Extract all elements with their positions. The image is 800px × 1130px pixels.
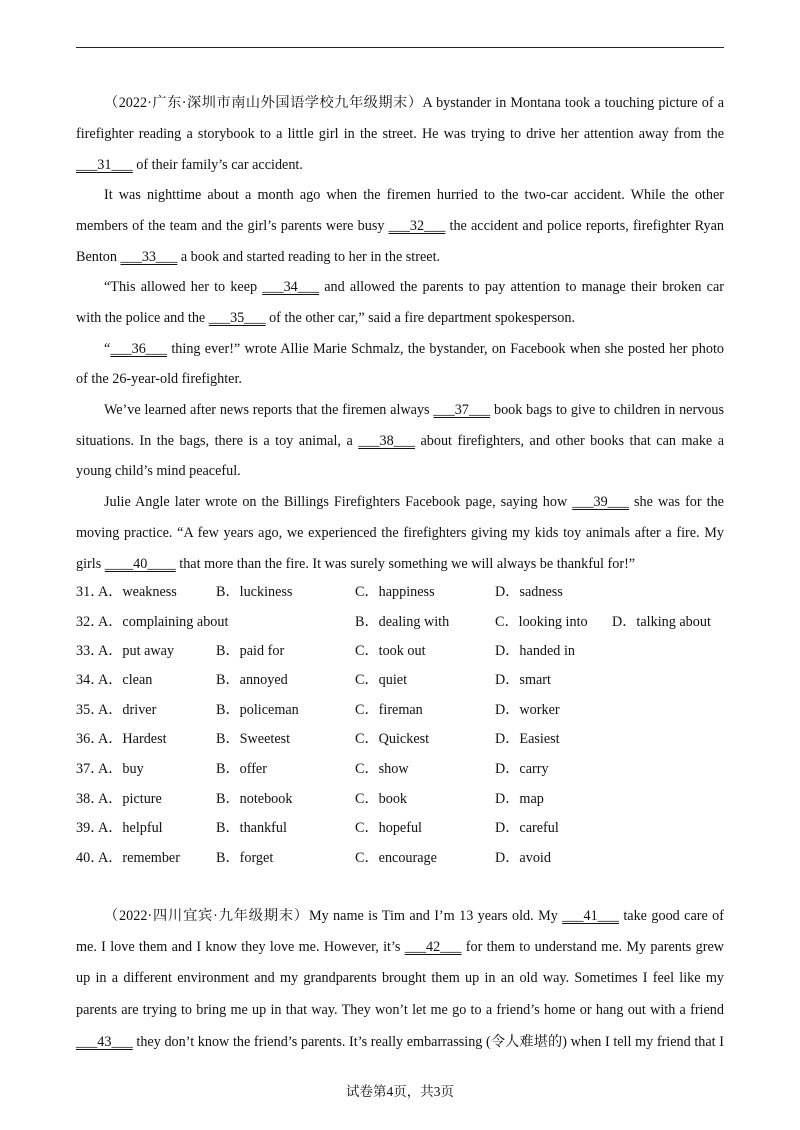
passage-line	[104, 907, 724, 925]
option-choice: B．paid for	[216, 643, 285, 659]
passage-line	[76, 524, 724, 542]
line-text: she was for the	[628, 494, 724, 510]
question-number: 36．	[76, 731, 105, 747]
answer-blank: ___38___	[358, 433, 415, 449]
line-text: moving practice. “A few years ago, we experienced the firefighters giving my kids toy animals after a fire. My	[76, 525, 724, 541]
option-choice: A．helpful	[98, 820, 163, 836]
line-text: with the police and the	[76, 310, 209, 326]
option-choice: D．worker	[495, 702, 560, 718]
option-choice: D．carry	[495, 761, 549, 777]
line-text: book bags to give to children in nervous	[490, 402, 724, 418]
answer-blank: ___32___	[388, 218, 446, 234]
answer-blank: ___33___	[120, 249, 178, 265]
line-text: the accident and police reports, firefighter Ryan	[445, 218, 724, 234]
question-number: 35．	[76, 702, 105, 718]
option-row	[76, 760, 724, 778]
option-row	[76, 849, 724, 867]
option-choice: A．put away	[98, 643, 175, 659]
option-choice: B．policeman	[216, 702, 299, 718]
option-choice: A．remember	[98, 850, 180, 866]
line-text: parents are trying to bring me up in that way. They won’t let me go to a friend’s home or hang out with a friend	[76, 1002, 724, 1018]
answer-blank: ___34___	[262, 279, 320, 295]
option-choice: D．talking about	[612, 614, 711, 630]
answer-blank: ___43___	[76, 1034, 133, 1050]
passage-line	[76, 432, 724, 450]
line-text: young child’s mind peaceful.	[76, 463, 241, 479]
passage-line	[104, 401, 724, 419]
option-choice: C．show	[355, 761, 409, 777]
option-choice: B．Sweetest	[216, 731, 291, 747]
option-choice: A．driver	[98, 702, 157, 718]
option-row	[76, 701, 724, 719]
option-choice: A．clean	[98, 672, 153, 688]
option-choice: A．picture	[98, 791, 162, 807]
line-text: me. I love them and I know they love me. However, it’s	[76, 939, 405, 955]
option-row	[76, 642, 724, 660]
question-number: 34．	[76, 672, 105, 688]
page-footer: 试卷第4页，共3页	[346, 1084, 454, 1099]
passage-line	[76, 462, 241, 480]
option-choice: D．careful	[495, 820, 559, 836]
option-choice: C．fireman	[355, 702, 423, 718]
option-choice: B．offer	[216, 761, 267, 777]
option-choice: D．sadness	[495, 584, 563, 600]
option-choice: C．book	[355, 791, 408, 807]
option-choice: D．avoid	[495, 850, 551, 866]
question-number: 33．	[76, 643, 105, 659]
passage-line	[76, 969, 724, 987]
line-text: “This allowed her to keep	[104, 279, 263, 295]
option-choice: C．encourage	[355, 850, 437, 866]
line-text: a book and started reading to her in the street.	[177, 249, 441, 265]
line-text: Julie Angle later wrote on the Billings Firefighters Facebook page, saying how	[104, 494, 573, 510]
option-choice: D．map	[495, 791, 544, 807]
option-choice: D．handed in	[495, 643, 575, 659]
header-rule	[76, 47, 724, 48]
line-text: of the other car,” said a fire department spokesperson.	[265, 310, 575, 326]
option-choice: B．notebook	[216, 791, 293, 807]
question-number: 37．	[76, 761, 105, 777]
passage-line	[104, 186, 724, 204]
option-row	[76, 790, 724, 808]
option-choice: D．Easiest	[495, 731, 560, 747]
line-text: and allowed the parents to pay attention to manage their broken car	[319, 279, 724, 295]
question-number: 31．	[76, 584, 105, 600]
line-text: girls	[76, 556, 105, 572]
option-choice: C．took out	[355, 643, 426, 659]
option-choice: C．looking into	[495, 614, 588, 630]
line-text: of the 26-year-old firefighter.	[76, 371, 242, 387]
option-choice: B．forget	[216, 850, 274, 866]
line-text: We’ve learned after news reports that the firemen always	[104, 402, 434, 418]
option-choice: B．luckiness	[216, 584, 293, 600]
question-number: 39．	[76, 820, 105, 836]
option-row	[76, 819, 724, 837]
passage-line	[76, 309, 575, 327]
question-number: 32．	[76, 614, 105, 630]
option-choice: A．Hardest	[98, 731, 167, 747]
passage-line	[76, 156, 303, 174]
option-choice: B．annoyed	[216, 672, 288, 688]
line-text: “	[104, 341, 111, 357]
passage-line	[76, 1001, 724, 1019]
option-choice: A．weakness	[98, 584, 177, 600]
line-text: thing ever!” wrote Allie Marie Schmalz, the bystander, on Facebook when she posted her photo	[167, 341, 724, 357]
passage-line	[76, 938, 724, 956]
line-text: for them to understand me. My parents grew	[461, 939, 724, 955]
option-choice: B．thankful	[216, 820, 287, 836]
line-text: situations. In the bags, there is a toy animal, a	[76, 433, 359, 449]
option-row	[76, 583, 724, 601]
answer-blank: ___36___	[110, 341, 168, 357]
passage-line	[104, 340, 724, 358]
line-text: firefighter reading a storybook to a little girl in the street. He was trying to drive her attention away from the	[76, 126, 724, 142]
answer-blank: ___42___	[404, 939, 462, 955]
line-text: of their family’s car accident.	[132, 157, 303, 173]
passage-line	[104, 94, 724, 112]
line-text: take good care of	[618, 908, 724, 924]
option-choice: C．Quickest	[355, 731, 430, 747]
answer-blank: ___37___	[433, 402, 491, 418]
option-choice: A．complaining about	[98, 614, 229, 630]
option-row	[76, 671, 724, 689]
option-choice: C．happiness	[355, 584, 435, 600]
line-text: that more than the fire. It was surely something we will always be thankful for!”	[175, 556, 636, 572]
option-row	[76, 730, 724, 748]
line-text: about firefighters, and other books that can make a	[414, 433, 724, 449]
passage-line	[104, 278, 724, 296]
line-text: they don’t know the friend’s parents. It’s really embarrassing (令人难堪的) when I tell my friend that I	[132, 1034, 724, 1050]
option-row	[76, 613, 724, 631]
line-text: （2022·广东·深圳市南山外国语学校九年级期末）A bystander in Montana took a touching picture of a	[104, 95, 724, 111]
passage-line	[104, 493, 724, 511]
answer-blank: ____40____	[104, 556, 176, 572]
line-text: Benton	[76, 249, 121, 265]
passage-line	[76, 1033, 724, 1051]
passage-line	[76, 555, 635, 573]
question-number: 40．	[76, 850, 105, 866]
answer-blank: ___41___	[562, 908, 619, 924]
option-choice: C．quiet	[355, 672, 408, 688]
option-choice: D．smart	[495, 672, 551, 688]
passage-line	[76, 217, 724, 235]
option-choice: B．dealing with	[355, 614, 450, 630]
line-text: （2022·四川宜宾·九年级期末）My name is Tim and I’m 13 years old. My	[104, 908, 563, 924]
option-choice: C．hopeful	[355, 820, 422, 836]
passage-line	[76, 125, 724, 143]
line-text: It was nighttime about a month ago when the firemen hurried to the two-car accident. While the other	[104, 187, 724, 203]
line-text: up in a different environment and my grandparents brought them up in an old way. Sometimes I feel like my	[76, 970, 724, 986]
line-text: members of the team and the girl’s parents were busy	[76, 218, 389, 234]
question-number: 38．	[76, 791, 105, 807]
passage-line	[76, 248, 440, 266]
passage-line	[76, 370, 242, 388]
option-choice: A．buy	[98, 761, 144, 777]
answer-blank: ___35___	[208, 310, 266, 326]
answer-blank: ___31___	[76, 157, 133, 173]
answer-blank: ___39___	[572, 494, 629, 510]
